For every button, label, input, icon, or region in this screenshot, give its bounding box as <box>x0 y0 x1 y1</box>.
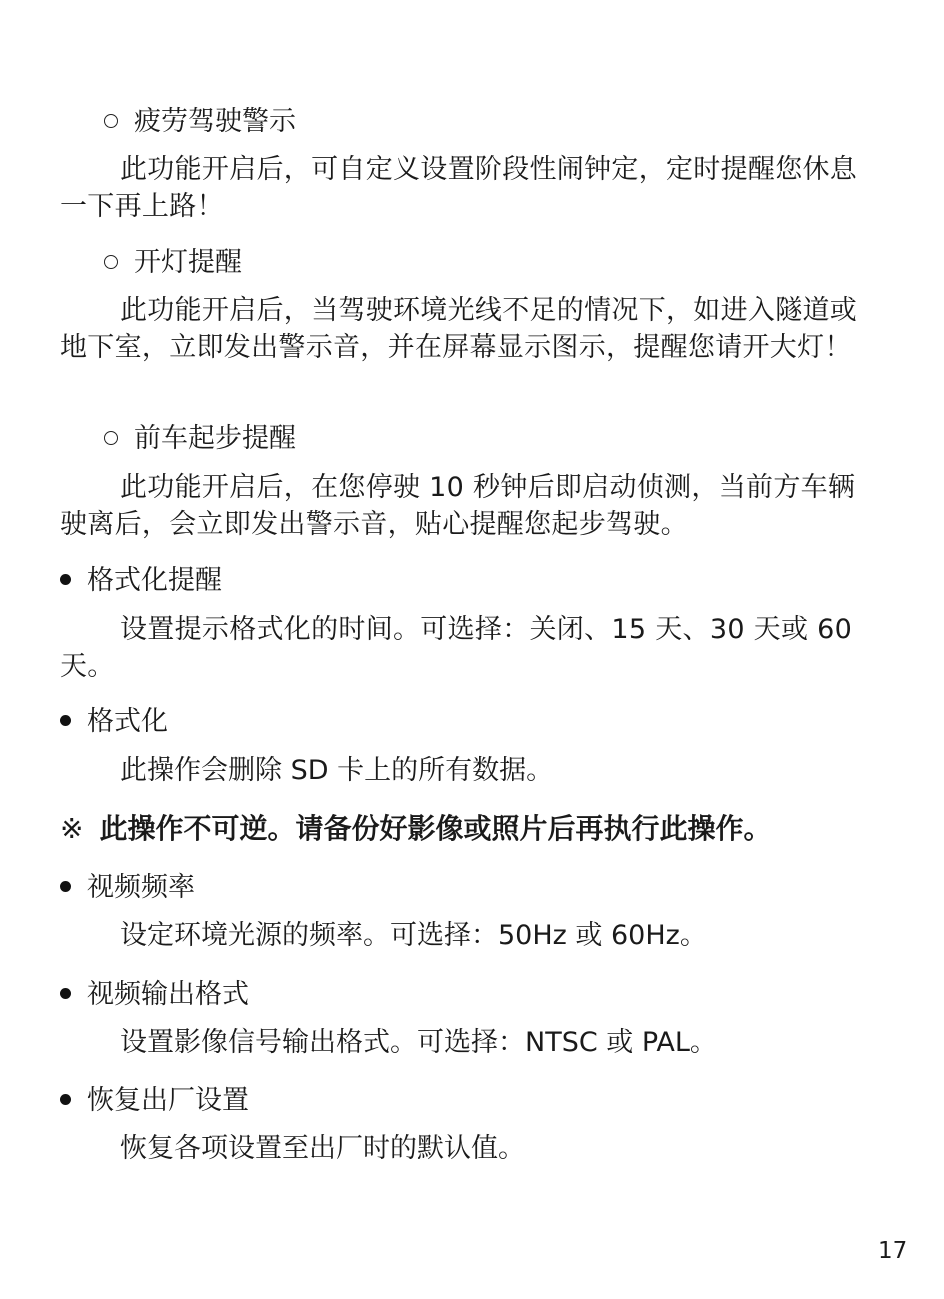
setting-title: 视频输出格式 <box>87 979 249 1010</box>
setting-title: 视频频率 <box>87 872 195 903</box>
bullet-icon <box>60 574 71 585</box>
subsection-description: 此功能开启后，当驾驶环境光线不足的情况下，如进入隧道或地下室，立即发出警示音，并在屏幕显示图示，提醒您请开大灯！ <box>60 295 858 363</box>
setting-description: 此操作会删除 SD 卡上的所有数据。 <box>120 755 554 786</box>
setting-description: 设定环境光源的频率。可选择：50Hz 或 60Hz。 <box>120 920 707 951</box>
warning-note <box>60 810 771 848</box>
setting-heading-video-output <box>60 977 249 1013</box>
warning-text: 此操作不可逆。请备份好影像或照片后再执行此操作。 <box>99 812 772 845</box>
setting-description: 恢复各项设置至出厂时的默认值。 <box>120 1133 525 1164</box>
setting-heading-format-reminder <box>60 563 222 599</box>
setting-heading-video-frequency <box>60 870 195 906</box>
bullet-icon <box>60 715 71 726</box>
subsection-title: 前车起步提醒 <box>134 423 296 454</box>
page-number: 17 <box>878 1238 908 1264</box>
bullet-icon <box>60 988 71 999</box>
reference-mark-icon: ※ <box>60 812 84 845</box>
hollow-circle-icon <box>104 114 118 128</box>
setting-heading-format <box>60 704 168 740</box>
setting-title: 格式化提醒 <box>87 565 222 596</box>
bullet-icon <box>60 881 71 892</box>
hollow-circle-icon <box>104 431 118 445</box>
subsection-title: 开灯提醒 <box>134 247 242 278</box>
subsection-title: 疲劳驾驶警示 <box>134 106 296 137</box>
setting-title: 格式化 <box>87 706 168 737</box>
subsection-description: 此功能开启后，在您停驶 10 秒钟后即启动侦测，当前方车辆驶离后，会立即发出警示音，贴心提醒您起步驾驶。 <box>60 472 856 540</box>
subsection-heading-headlight <box>104 245 242 281</box>
subsection-heading-fatigue <box>104 104 296 140</box>
setting-title: 恢复出厂设置 <box>87 1085 249 1116</box>
setting-description: 设置影像信号输出格式。可选择：NTSC 或 PAL。 <box>120 1027 717 1058</box>
subsection-heading-front-car <box>104 421 296 457</box>
setting-description: 设置提示格式化的时间。可选择：关闭、15 天、30 天或 60 天。 <box>60 614 853 682</box>
setting-heading-factory-reset <box>60 1083 249 1119</box>
bullet-icon <box>60 1094 71 1105</box>
subsection-description: 此功能开启后，可自定义设置阶段性闹钟定，定时提醒您休息一下再上路！ <box>60 154 858 222</box>
hollow-circle-icon <box>104 255 118 269</box>
